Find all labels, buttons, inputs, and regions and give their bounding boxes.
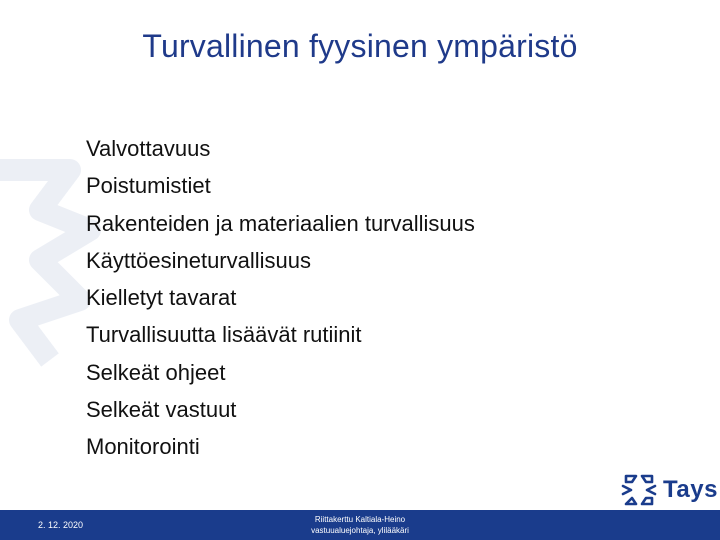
list-item: Poistumistiet (86, 173, 211, 199)
author-role: vastuualuejohtaja, ylilääkäri (311, 526, 409, 535)
tays-logo-icon (621, 472, 657, 508)
footer-bar (0, 510, 720, 540)
list-item: Valvottavuus (86, 136, 211, 161)
logo-text: Tays (663, 476, 718, 503)
list-item: Selkeät vastuut (86, 397, 237, 423)
slide-title: Turvallinen fyysinen ympäristö (142, 28, 578, 64)
list-item: Kielletyt tavarat (86, 285, 237, 311)
list-item: Monitorointi (86, 434, 200, 460)
tays-logo (621, 472, 718, 508)
list-item: Käyttöesineturvallisuus (86, 247, 312, 273)
list-item: Turvallisuutta lisäävät rutiinit (86, 322, 362, 348)
author-name: Riittakerttu Kaltiala-Heino (314, 515, 406, 524)
list-item: Rakenteiden ja materiaalien turvallisuus (86, 210, 475, 236)
footer-date: 2. 12. 2020 (38, 520, 84, 530)
footer-author (0, 514, 720, 536)
list-item: Selkeät ohjeet (86, 359, 226, 385)
bullet-list (86, 130, 475, 466)
